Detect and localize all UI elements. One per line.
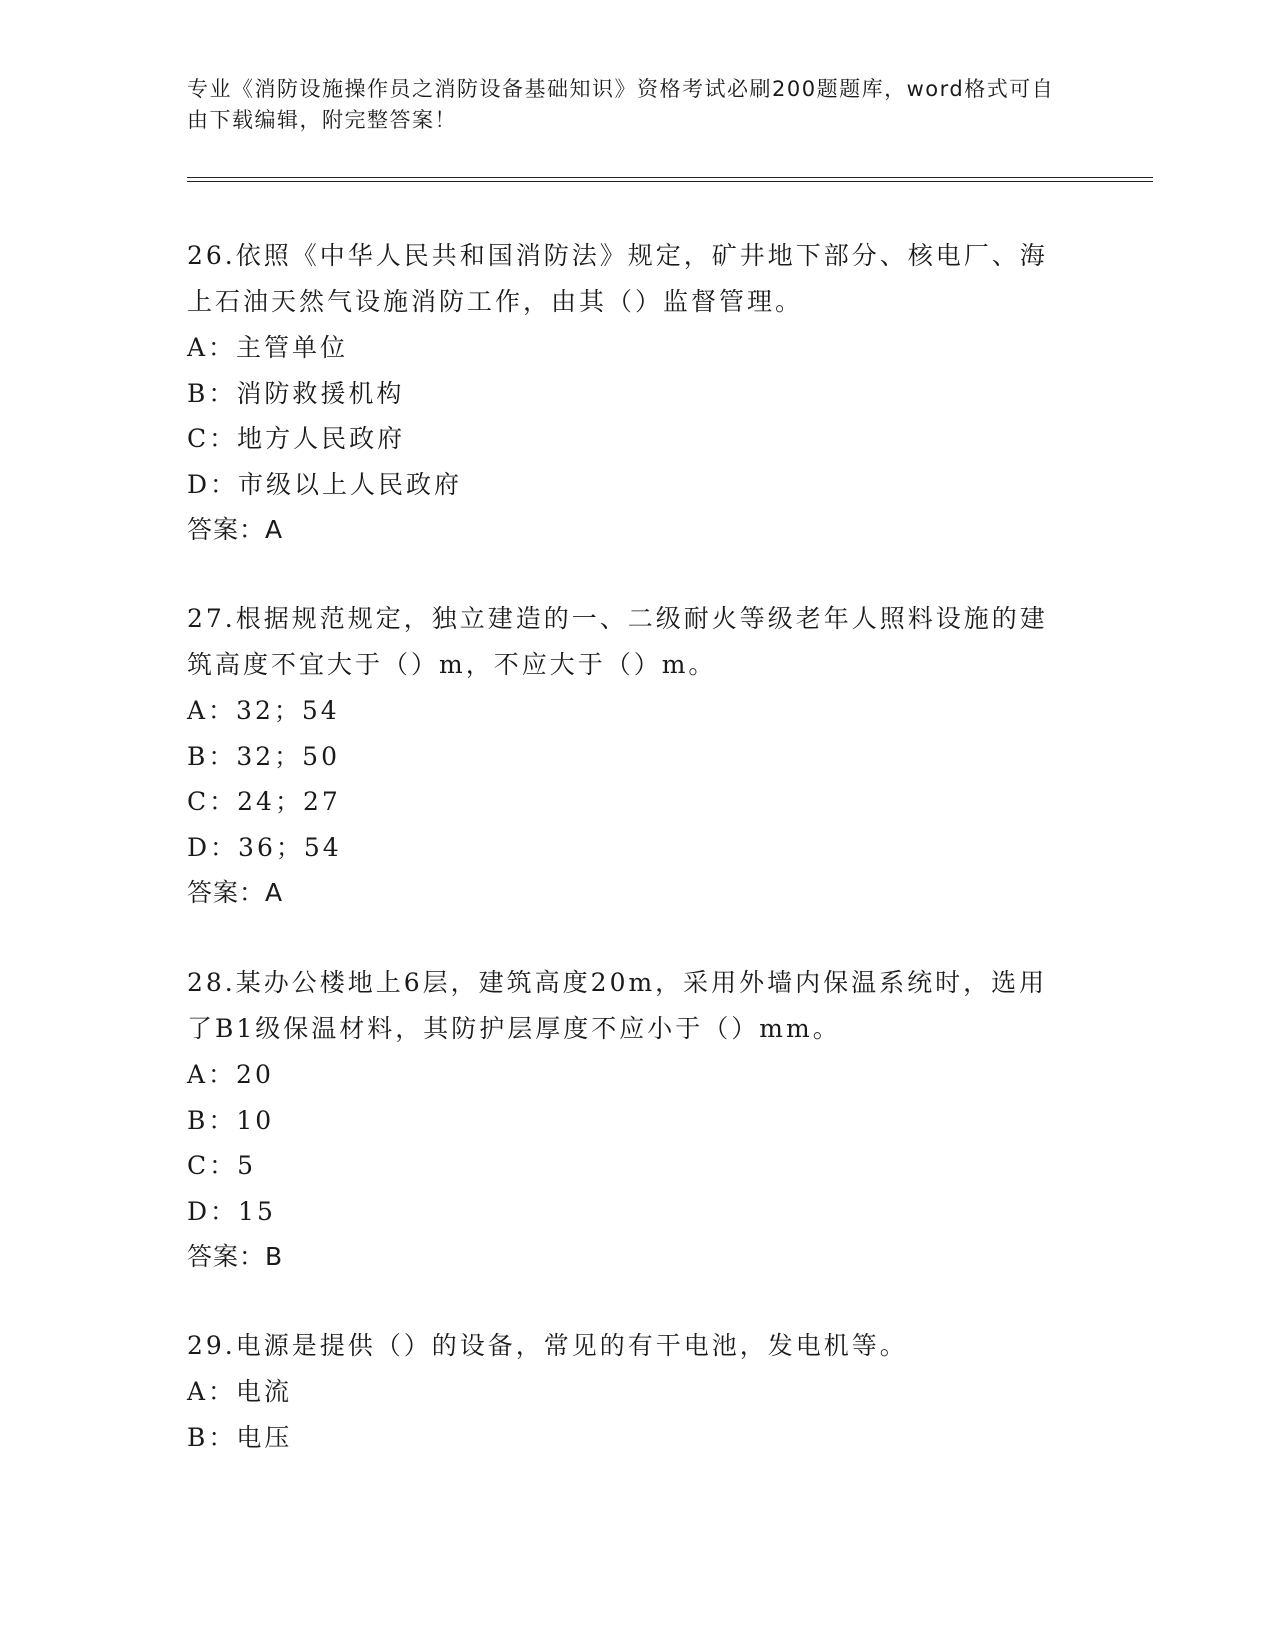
header-rule-top	[187, 177, 1153, 178]
option-b: B：32；50	[187, 741, 340, 771]
question-stem: 28.某办公楼地上6层，建筑高度20m，采用外墙内保温系统时，选用了B1级保温材料，其防护层厚度不应小于（）mm。	[187, 968, 1048, 1043]
option-a: A：主管单位	[187, 333, 349, 362]
option-c: C：地方人民政府	[187, 424, 406, 453]
answer-line: 答案：A	[187, 878, 284, 907]
question-stem: 27.根据规范规定，独立建造的一、二级耐火等级老年人照料设施的建筑高度不宜大于（）m，不应大于（）m。	[187, 604, 1048, 679]
option-c: C：5	[187, 1151, 257, 1180]
header-rule-bottom	[187, 181, 1153, 182]
option-d: D：市级以上人民政府	[187, 469, 463, 499]
option-d: D：15	[187, 1196, 276, 1226]
document-header: 专业《消防设施操作员之消防设备基础知识》资格考试必刷200题题库，word格式可自由下载编辑，附完整答案！	[187, 77, 1055, 132]
question-stem: 26.依照《中华人民共和国消防法》规定，矿井地下部分、核电厂、海上石油天然气设施消防工作，由其（）监督管理。	[187, 241, 1048, 316]
option-a: A：20	[187, 1060, 274, 1089]
question-26	[187, 233, 1067, 553]
option-b: B：10	[187, 1105, 275, 1135]
question-27	[187, 596, 1067, 916]
question-stem: 29.电源是提供（）的设备，常见的有干电池，发电机等。	[187, 1331, 908, 1360]
option-b: B：消防救援机构	[187, 378, 405, 408]
question-28	[187, 960, 1067, 1280]
option-d: D：36；54	[187, 832, 342, 862]
answer-line: 答案：B	[187, 1242, 284, 1271]
option-c: C：24；27	[187, 787, 341, 816]
answer-line: 答案：A	[187, 515, 284, 544]
question-29	[187, 1323, 1067, 1460]
option-b: B：电压	[187, 1422, 293, 1452]
option-a: A：32；54	[187, 696, 340, 725]
option-a: A：电流	[187, 1377, 293, 1406]
